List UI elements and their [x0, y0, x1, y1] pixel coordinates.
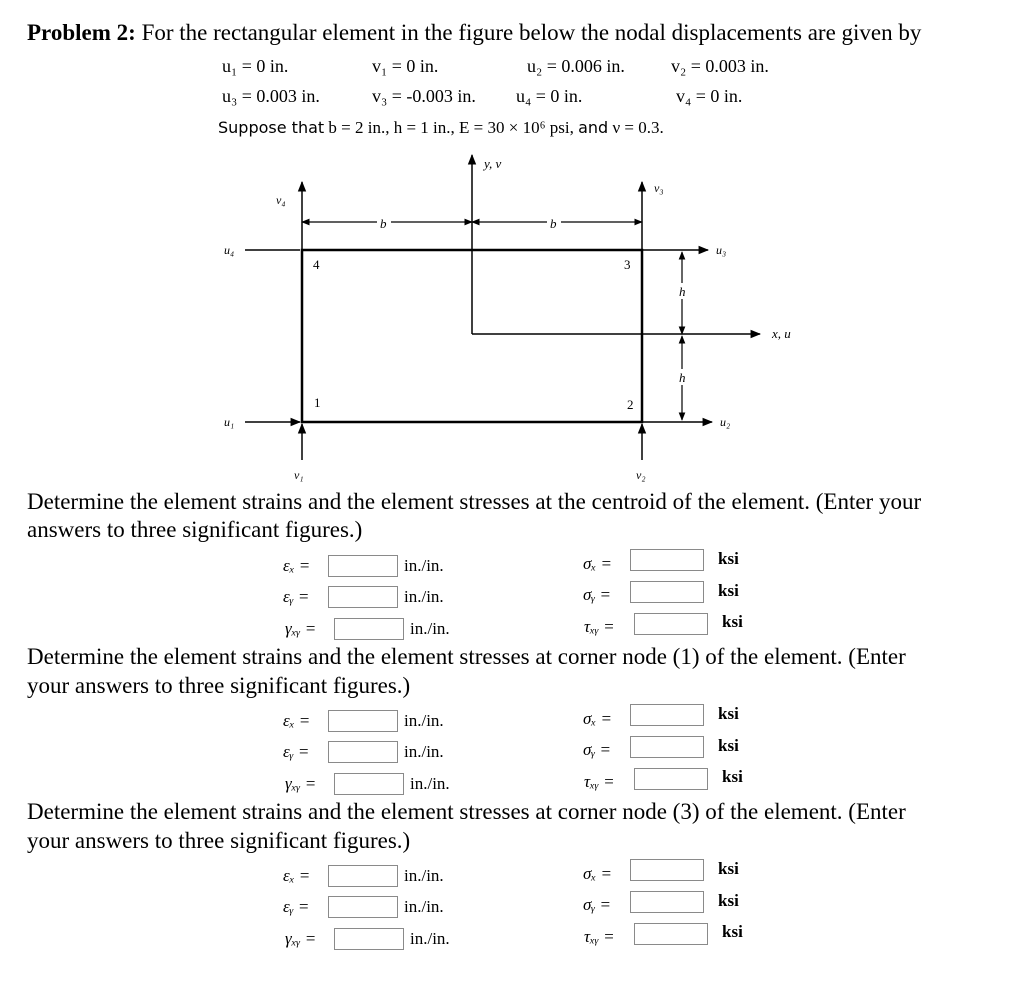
disp-v3: v₃ = -0.003 in.	[372, 86, 476, 106]
stress-x-label: σₓ =	[583, 709, 612, 728]
suppose-values: b = 2 in., h = 1 in., E = 30 × 10⁶ psi,	[328, 118, 574, 137]
stress-unit: ksi	[718, 549, 739, 568]
strain-unit: in./in.	[410, 774, 450, 793]
v4-label: v₄	[276, 193, 286, 207]
disp-u1: u₁ = 0 in.	[222, 56, 289, 76]
disp-v4: v₄ = 0 in.	[676, 86, 743, 106]
disp-v1: v₁ = 0 in.	[372, 56, 439, 76]
shear-strain-label: γₓᵧ =	[285, 774, 317, 793]
centroid-shear-strain-input[interactable]	[334, 618, 404, 640]
stress-unit: ksi	[722, 767, 743, 786]
node-2-label: 2	[627, 397, 634, 412]
disp-u3: u₃ = 0.003 in.	[222, 86, 320, 106]
dim-h-label-top: h	[679, 284, 686, 299]
shear-strain-label: γₓᵧ =	[285, 929, 317, 948]
node3-strain-x-input[interactable]	[328, 865, 398, 887]
node1-shear-strain-input[interactable]	[334, 773, 404, 795]
problem-statement	[27, 20, 921, 46]
strain-unit: in./in.	[404, 742, 444, 761]
shear-stress-label: τₓᵧ =	[584, 927, 615, 946]
strain-unit: in./in.	[404, 866, 444, 885]
element-figure	[0, 150, 1024, 485]
problem-heading: Problem 2:	[27, 20, 136, 45]
stress-unit: ksi	[722, 612, 743, 631]
stress-unit: ksi	[718, 891, 739, 910]
section-node3-prompt-line2: your answers to three significant figures.)	[27, 828, 411, 853]
node1-stress-y-input[interactable]	[630, 736, 704, 758]
section-centroid-prompt-line2: answers to three significant figures.)	[27, 517, 363, 542]
strain-x-label: εₓ =	[283, 866, 311, 885]
y-axis-label: y, v	[484, 156, 502, 171]
node3-shear-stress-input[interactable]	[634, 923, 708, 945]
stress-x-label: σₓ =	[583, 864, 612, 883]
shear-strain-label: γₓᵧ =	[285, 619, 317, 638]
centroid-strain-x-input[interactable]	[328, 555, 398, 577]
x-axis-label: x, u	[772, 326, 791, 341]
node-4-label: 4	[313, 257, 320, 272]
strain-unit: in./in.	[410, 619, 450, 638]
dim-b-label-left: b	[380, 216, 387, 231]
stress-unit: ksi	[722, 922, 743, 941]
suppose-and: and	[578, 118, 609, 137]
strain-unit: in./in.	[410, 929, 450, 948]
u4-label: u₄	[224, 243, 235, 257]
node3-shear-strain-input[interactable]	[334, 928, 404, 950]
disp-v2: v₂ = 0.003 in.	[671, 56, 769, 76]
strain-x-label: εₓ =	[283, 711, 311, 730]
stress-unit: ksi	[718, 704, 739, 723]
centroid-stress-x-input[interactable]	[630, 549, 704, 571]
suppose-prefix: Suppose that	[218, 118, 325, 137]
node1-strain-x-input[interactable]	[328, 710, 398, 732]
suppose-nu: ν = 0.3.	[612, 118, 664, 137]
section-centroid-prompt-line1: Determine the element strains and the element stresses at the centroid of the element. (Enter your	[27, 489, 922, 514]
disp-u4: u₄ = 0 in.	[516, 86, 583, 106]
stress-x-label: σₓ =	[583, 554, 612, 573]
centroid-shear-stress-input[interactable]	[634, 613, 708, 635]
stress-unit: ksi	[718, 859, 739, 878]
centroid-stress-y-input[interactable]	[630, 581, 704, 603]
stress-unit: ksi	[718, 581, 739, 600]
stress-y-label: σᵧ =	[583, 740, 612, 759]
shear-stress-label: τₓᵧ =	[584, 617, 615, 636]
strain-unit: in./in.	[404, 897, 444, 916]
strain-y-label: εᵧ =	[283, 897, 310, 916]
u1-label: u₁	[224, 415, 235, 429]
node1-strain-y-input[interactable]	[328, 741, 398, 763]
problem-text: For the rectangular element in the figure below the nodal displacements are given by	[141, 20, 922, 45]
centroid-strain-y-input[interactable]	[328, 586, 398, 608]
dim-b-label-right: b	[550, 216, 557, 231]
strain-y-label: εᵧ =	[283, 742, 310, 761]
strain-x-label: εₓ =	[283, 556, 311, 575]
disp-u2: u₂ = 0.006 in.	[527, 56, 625, 76]
strain-unit: in./in.	[404, 587, 444, 606]
shear-stress-label: τₓᵧ =	[584, 772, 615, 791]
node3-stress-x-input[interactable]	[630, 859, 704, 881]
suppose-line	[218, 118, 664, 138]
strain-y-label: εᵧ =	[283, 587, 310, 606]
node1-shear-stress-input[interactable]	[634, 768, 708, 790]
v2-label: v₂	[636, 468, 646, 482]
strain-unit: in./in.	[404, 556, 444, 575]
section-node1-prompt-line2: your answers to three significant figures.)	[27, 673, 411, 698]
stress-unit: ksi	[718, 736, 739, 755]
v1-label: v₁	[294, 468, 304, 482]
u2-label: u₂	[720, 415, 731, 429]
section-node3-prompt-line1: Determine the element strains and the element stresses at corner node (3) of the element. (Enter	[27, 799, 906, 824]
node-3-label: 3	[624, 257, 631, 272]
node3-stress-y-input[interactable]	[630, 891, 704, 913]
u3-label: u₃	[716, 243, 727, 257]
stress-y-label: σᵧ =	[583, 585, 612, 604]
strain-unit: in./in.	[404, 711, 444, 730]
node1-stress-x-input[interactable]	[630, 704, 704, 726]
v3-label: v₃	[654, 181, 664, 195]
stress-y-label: σᵧ =	[583, 895, 612, 914]
node-1-label: 1	[314, 395, 321, 410]
node3-strain-y-input[interactable]	[328, 896, 398, 918]
section-node1-prompt-line1: Determine the element strains and the element stresses at corner node (1) of the element. (Enter	[27, 644, 906, 669]
dim-h-label-bottom: h	[679, 370, 686, 385]
